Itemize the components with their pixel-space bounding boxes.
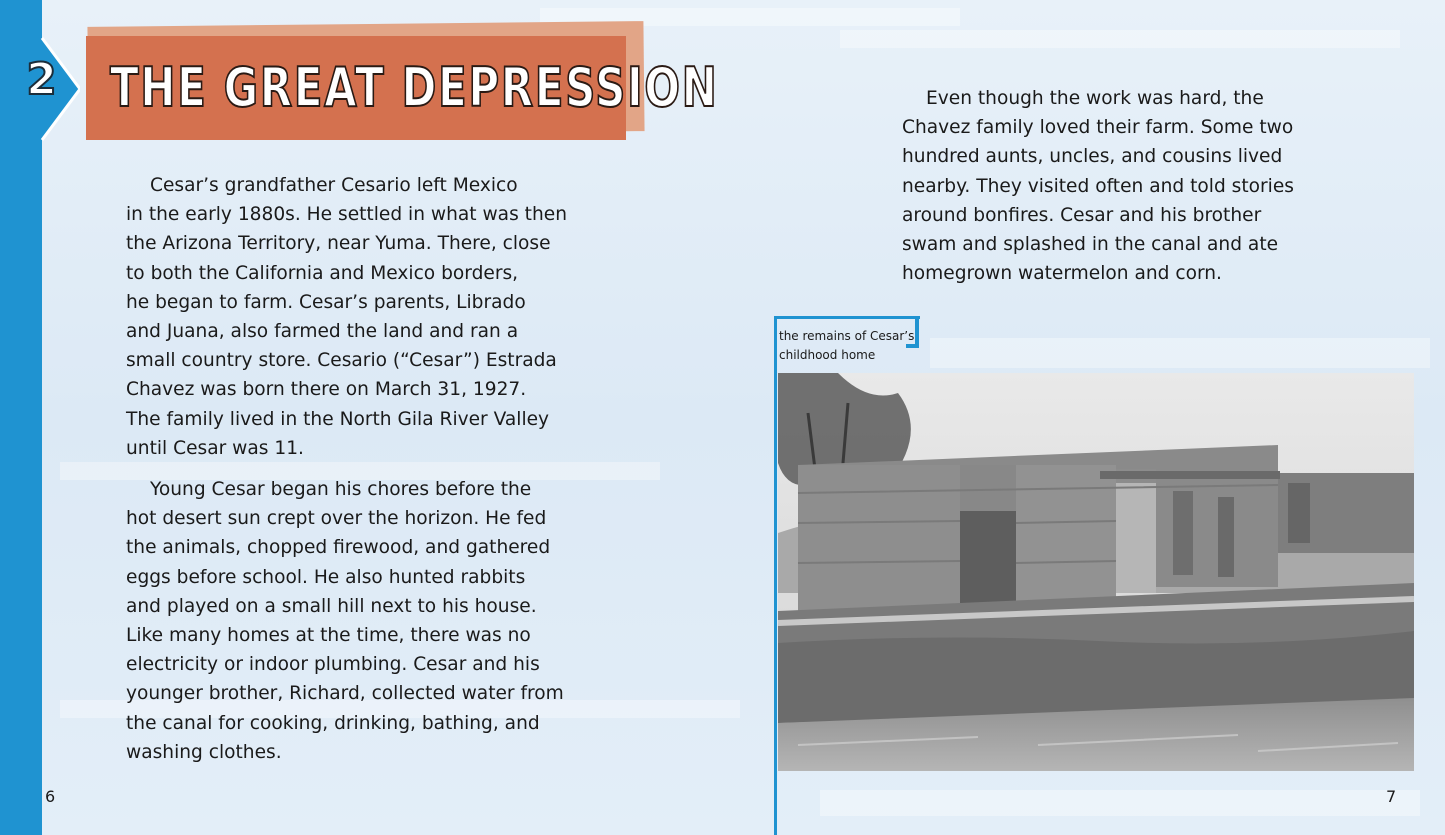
childhood-home-photo xyxy=(778,373,1414,771)
text-line: the canal for cooking, drinking, bathing, and xyxy=(126,712,540,734)
page-number-left: 6 xyxy=(45,787,56,806)
text-line: nearby. They visited often and told stories xyxy=(902,175,1294,197)
text-line: until Cesar was 11. xyxy=(126,437,304,459)
text-line: around bonfires. Cesar and his brother xyxy=(902,204,1262,226)
text-line: hundred aunts, uncles, and cousins lived xyxy=(902,146,1283,168)
text-line: Chavez was born there on March 31, 1927. xyxy=(126,379,527,401)
caption-line: childhood home xyxy=(779,348,876,362)
text-line: younger brother, Richard, collected water from xyxy=(126,683,564,705)
photo-illustration xyxy=(778,373,1414,771)
text-line: the Arizona Territory, near Yuma. There, close xyxy=(126,233,551,255)
background-stripe xyxy=(930,338,1430,368)
text-line: Cesar’s grandfather Cesario left Mexico xyxy=(150,175,518,196)
left-paragraph-2 xyxy=(126,475,566,767)
caption-frame-top xyxy=(774,316,920,319)
text-line: he began to farm. Cesar’s parents, Librado xyxy=(126,291,526,313)
text-line: Young Cesar began his chores before the xyxy=(150,479,532,500)
left-paragraph-1 xyxy=(126,171,566,463)
text-line: in the early 1880s. He settled in what was then xyxy=(126,204,567,226)
text-line: the animals, chopped firewood, and gathered xyxy=(126,537,551,559)
text-line: The family lived in the North Gila River Valley xyxy=(126,408,550,430)
chapter-title: THE GREAT DEPRESSION xyxy=(110,56,719,119)
text-line: to both the California and Mexico borders, xyxy=(126,262,519,284)
text-line: Like many homes at the time, there was no xyxy=(126,625,531,647)
text-line: and played on a small hill next to his house. xyxy=(126,595,537,617)
photo-caption xyxy=(779,327,919,365)
text-line: hot desert sun crept over the horizon. He fed xyxy=(126,508,547,530)
text-line: eggs before school. He also hunted rabbits xyxy=(126,566,526,588)
background-stripe xyxy=(840,30,1400,48)
text-line: Chavez family loved their farm. Some two xyxy=(902,117,1294,139)
text-line: small country store. Cesario (“Cesar”) Estrada xyxy=(126,350,557,372)
caption-line: the remains of Cesar’s xyxy=(779,329,915,343)
text-line: swam and splashed in the canal and ate xyxy=(902,234,1279,256)
text-line: electricity or indoor plumbing. Cesar and his xyxy=(126,654,540,676)
text-line: homegrown watermelon and corn. xyxy=(902,263,1222,285)
right-paragraph xyxy=(902,84,1322,288)
text-line: Even though the work was hard, the xyxy=(926,88,1264,109)
page-number-right: 7 xyxy=(1386,787,1397,806)
text-line: washing clothes. xyxy=(126,741,282,763)
chapter-number: 2 xyxy=(26,54,56,105)
text-line: and Juana, also farmed the land and ran a xyxy=(126,321,519,343)
